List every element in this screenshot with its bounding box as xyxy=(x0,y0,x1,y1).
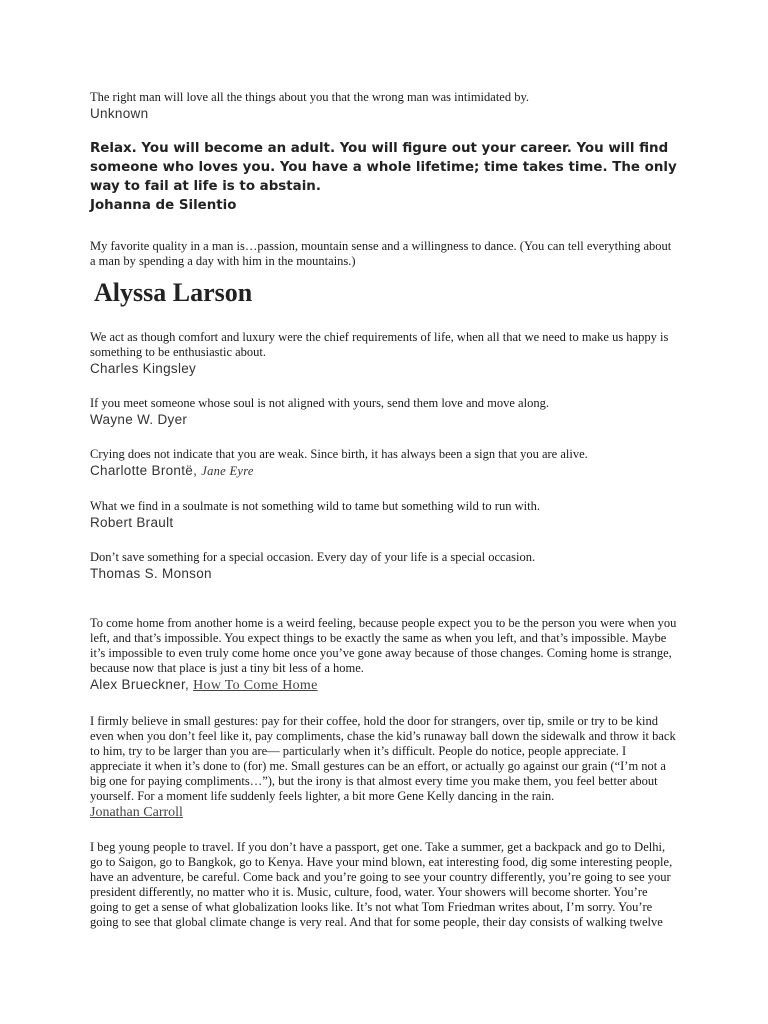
quote-block xyxy=(90,330,678,377)
quote-block xyxy=(90,239,678,269)
quote-text: If you meet someone whose soul is not aligned with yours, send them love and move along. xyxy=(90,396,549,410)
quote-text: Relax. You will become an adult. You will figure out your career. You will find someone who loves you. You have a whole lifetime; time takes time. The only way to fail at life is to abstain. xyxy=(90,141,677,194)
quote-block xyxy=(90,714,678,821)
quote-author: Wayne W. Dyer xyxy=(90,412,188,427)
quote-author-line: Alex Brueckner, How To Come Home xyxy=(90,677,318,693)
quote-block xyxy=(90,499,678,531)
quote-text: My favorite quality in a man is…passion, mountain sense and a willingness to dance. (You can tell everything about a man by spending a day with him in the mountains.) xyxy=(90,239,672,268)
quote-text: To come home from another home is a weird feeling, because people expect you to be the person you were when you left, and that’s impossible. You expect things to be exactly the same as when you left, and that’s impossible. Maybe it’s impossible to even truly come home once you’ve gone away because of those changes. Coming home is strange, because now that place is just a tiny bit less of a home. xyxy=(90,616,677,675)
quote-text: We act as though comfort and luxury were the chief requirements of life, when all that we need to make us happy is something to be enthusiastic about. xyxy=(90,330,669,359)
quote-block xyxy=(90,396,678,428)
quote-text: I beg young people to travel. If you don’t have a passport, get one. Take a summer, get a backpack and go to Delhi, go to Saigon, go to Bangkok, go to Kenya. Have your mind blown, eat interesting food, dig some interesting people, have an adventure, be careful. Come back and you’re going to see your country differently, you’re going to see your president differently, no matter who it is. Music, culture, food, water. Your showers will become shorter. You’re going to get a sense of what globalization looks like. It’s not what Tom Friedman writes about, I’m sorry. You’re going to see that global climate change is very real. And that for some people, their day consists of walking twelve xyxy=(90,840,673,929)
quote-block xyxy=(90,616,678,694)
author-link[interactable]: Jonathan Carroll xyxy=(90,805,183,820)
quote-text: What we find in a soulmate is not something wild to tame but something wild to run with. xyxy=(90,499,540,513)
work-link[interactable]: How To Come Home xyxy=(193,678,318,693)
heading-block xyxy=(90,278,678,308)
quote-author: Robert Brault xyxy=(90,515,174,530)
quote-text: The right man will love all the things about you that the wrong man was intimidated by. xyxy=(90,90,530,104)
quote-block xyxy=(90,139,678,215)
quote-author: Thomas S. Monson xyxy=(90,566,212,581)
quote-author-line: Charlotte Brontë, Jane Eyre xyxy=(90,463,254,478)
quote-author: Unknown xyxy=(90,106,149,121)
quote-text: I firmly believe in small gestures: pay for their coffee, hold the door for strangers, over tip, smile or try to be kind even when you don’t feel like it, pay compliments, chase the kid’s runaway ball down the sidewalk and throw it back to him, try to be larger than you are— particularly when it’s difficult. People do notice, people appreciate. I appreciate it when it’s done to (for) me. Small gestures can be an effort, or actually go against our grain (“I’m not a big one for paying compliments…”), but the irony is that almost every time you make them, you feel better about yourself. For a moment life suddenly feels lighter, a bit more Gene Kelly dancing in the rain. xyxy=(90,714,676,803)
section-heading: Alyssa Larson xyxy=(94,278,253,307)
quote-author: Alex Brueckner xyxy=(90,677,185,692)
quote-author: Charles Kingsley xyxy=(90,361,197,376)
quote-author: Johanna de Silentio xyxy=(90,198,237,213)
quote-block xyxy=(90,447,678,480)
quote-text: Crying does not indicate that you are weak. Since birth, it has always been a sign that you are alive. xyxy=(90,447,588,461)
quote-work: Jane Eyre xyxy=(201,464,254,478)
quote-block xyxy=(90,840,678,930)
quote-block xyxy=(90,90,678,122)
quote-block xyxy=(90,550,678,582)
quote-author: Charlotte Brontë xyxy=(90,463,194,478)
quote-text: Don’t save something for a special occasion. Every day of your life is a special occasion. xyxy=(90,550,536,564)
